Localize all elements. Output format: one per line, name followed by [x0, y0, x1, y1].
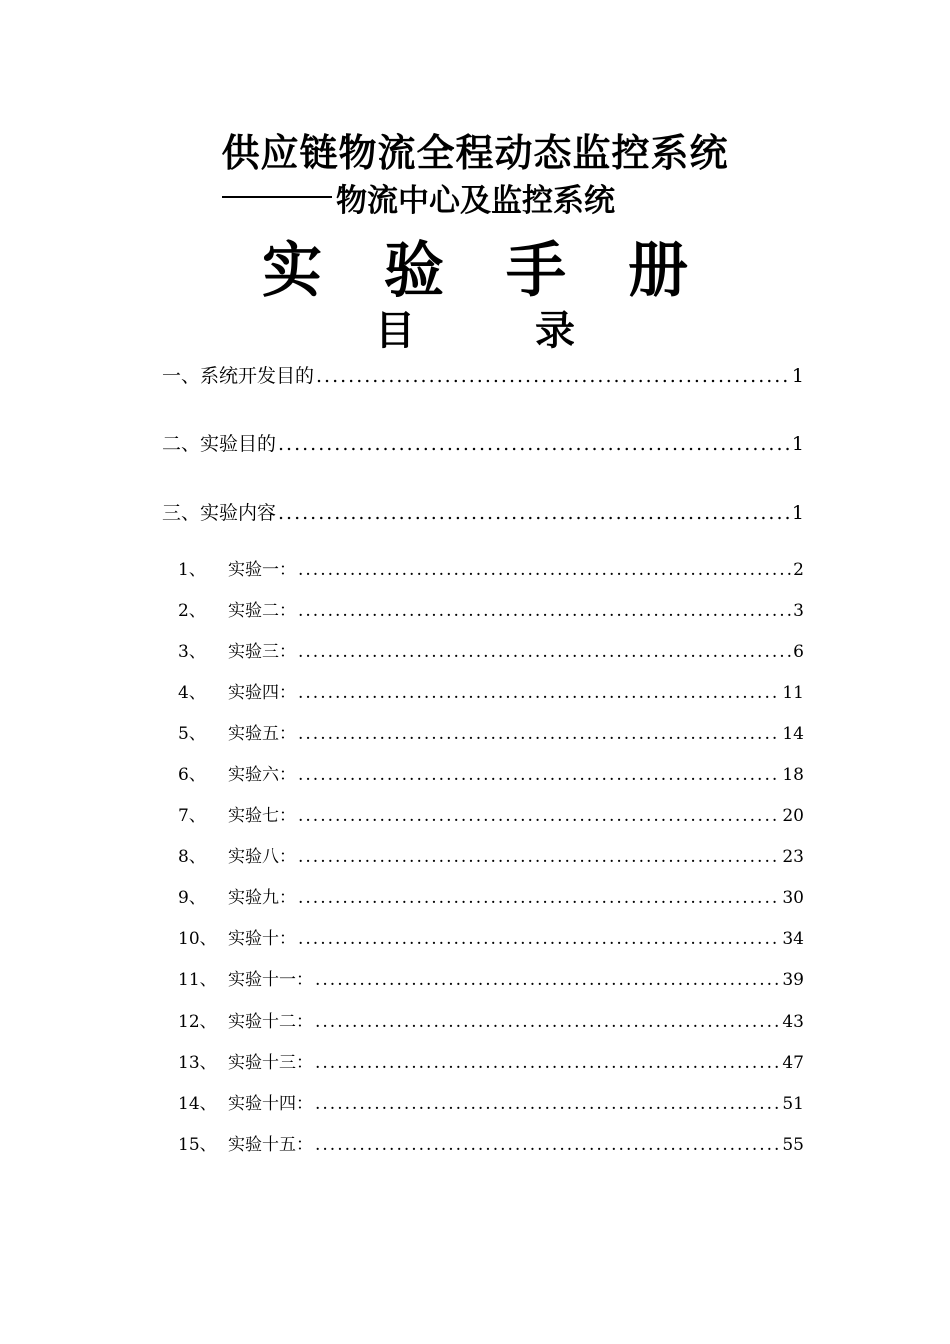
document-title: 供应链物流全程动态监控系统: [221, 131, 729, 175]
toc-entry-label: 实验十：: [228, 929, 296, 949]
toc-dot-leader: [278, 498, 790, 528]
toc-entry-number: 13、: [178, 1053, 217, 1073]
toc-dot-leader: [315, 967, 780, 993]
toc-dot-leader: [298, 557, 791, 583]
toc-entry-number: 14、: [178, 1094, 217, 1114]
toc-entry-sub[interactable]: [178, 1091, 804, 1117]
toc-entry-sub[interactable]: [178, 1132, 804, 1158]
toc-page-number: 3: [793, 601, 804, 621]
toc-entry-main[interactable]: [162, 498, 804, 528]
toc-entry-main[interactable]: [162, 429, 804, 459]
toc-entry-sub[interactable]: [178, 721, 804, 747]
toc-entry-sub[interactable]: [178, 639, 804, 665]
toc-entry-label: 实验十三：: [228, 1053, 313, 1073]
toc-entry-number: 3、: [178, 642, 206, 662]
toc-entry-main[interactable]: [162, 361, 804, 391]
toc-page-number: 43: [782, 1012, 804, 1032]
toc-page-number: 39: [782, 970, 804, 990]
toc-entry-number: 5、: [178, 724, 206, 744]
subtitle-text: 物流中心及监控系统: [336, 183, 615, 219]
toc-page-number: 23: [782, 847, 804, 867]
toc-entry-label: 实验六：: [228, 765, 296, 785]
toc-heading: 目录: [375, 308, 695, 354]
toc-page-number: 1: [791, 365, 804, 387]
toc-page-number: 2: [793, 560, 804, 580]
toc-entry-label: 实验二：: [228, 601, 296, 621]
toc-dot-leader: [315, 1050, 780, 1076]
toc-entry-sub[interactable]: [178, 557, 804, 583]
toc-page-number: 1: [791, 433, 804, 455]
toc-entry-sub[interactable]: [178, 1009, 804, 1035]
toc-entry-label: 实验十五：: [228, 1135, 313, 1155]
toc-page-number: 47: [782, 1053, 804, 1073]
toc-entry-sub[interactable]: [178, 762, 804, 788]
toc-entry-number: 8、: [178, 847, 206, 867]
toc-page-number: 51: [782, 1094, 804, 1114]
toc-entry-sub[interactable]: [178, 803, 804, 829]
toc-entry-sub[interactable]: [178, 1050, 804, 1076]
toc-entry-sub[interactable]: [178, 885, 804, 911]
toc-dot-leader: [298, 598, 791, 624]
toc-entry-number: 12、: [178, 1012, 217, 1032]
toc-entry-label: 实验十一：: [228, 970, 313, 990]
toc-entry-label: 实验四：: [228, 683, 296, 703]
toc-page-number: 18: [782, 765, 804, 785]
manual-heading: 实验手册: [262, 236, 750, 306]
toc-dot-leader: [298, 803, 780, 829]
toc-entry-sub[interactable]: [178, 680, 804, 706]
toc-page-number: 6: [793, 642, 804, 662]
toc-entry-label: 实验五：: [228, 724, 296, 744]
toc-page-number: 55: [782, 1135, 804, 1155]
toc-entry-number: 2、: [178, 601, 206, 621]
document-subtitle: [222, 180, 615, 222]
toc-entry-number: 11、: [178, 970, 217, 990]
toc-dot-leader: [298, 885, 780, 911]
toc-dot-leader: [298, 680, 780, 706]
toc-dot-leader: [298, 926, 780, 952]
toc-entry-label: 实验九：: [228, 888, 296, 908]
toc-entry-sub[interactable]: [178, 844, 804, 870]
toc-entry-sub[interactable]: [178, 926, 804, 952]
toc-entry-number: 7、: [178, 806, 206, 826]
toc-page-number: 11: [782, 683, 804, 703]
toc-dot-leader: [298, 844, 780, 870]
toc-entry-label: 三、实验内容: [162, 502, 277, 524]
toc-dot-leader: [315, 1091, 780, 1117]
toc-entry-number: 10、: [178, 929, 217, 949]
toc-dot-leader: [298, 639, 791, 665]
toc-entry-label: 实验十四：: [228, 1094, 313, 1114]
toc-entry-sub[interactable]: [178, 967, 804, 993]
toc-entry-label: 实验一：: [228, 560, 296, 580]
toc-entry-number: 9、: [178, 888, 206, 908]
toc-page-number: 20: [782, 806, 804, 826]
toc-dot-leader: [298, 721, 780, 747]
toc-entry-label: 二、实验目的: [162, 433, 277, 455]
toc-entry-number: 15、: [178, 1135, 217, 1155]
toc-page-number: 34: [782, 929, 804, 949]
toc-entry-label: 实验十二：: [228, 1012, 313, 1032]
toc-entry-sub[interactable]: [178, 598, 804, 624]
toc-page-number: 14: [782, 724, 804, 744]
toc-entry-number: 6、: [178, 765, 206, 785]
toc-entry-label: 一、系统开发目的: [162, 365, 315, 387]
toc-dot-leader: [298, 762, 780, 788]
toc-entry-label: 实验三：: [228, 642, 296, 662]
toc-entry-number: 1、: [178, 560, 206, 580]
toc-dot-leader: [315, 1009, 780, 1035]
subtitle-dash: [222, 196, 332, 198]
toc-entry-number: 4、: [178, 683, 206, 703]
toc-entry-label: 实验八：: [228, 847, 296, 867]
toc-page-number: 1: [791, 502, 804, 524]
toc-dot-leader: [316, 361, 790, 391]
toc-entry-label: 实验七：: [228, 806, 296, 826]
toc-page-number: 30: [782, 888, 804, 908]
toc-dot-leader: [315, 1132, 780, 1158]
toc-dot-leader: [278, 429, 790, 459]
